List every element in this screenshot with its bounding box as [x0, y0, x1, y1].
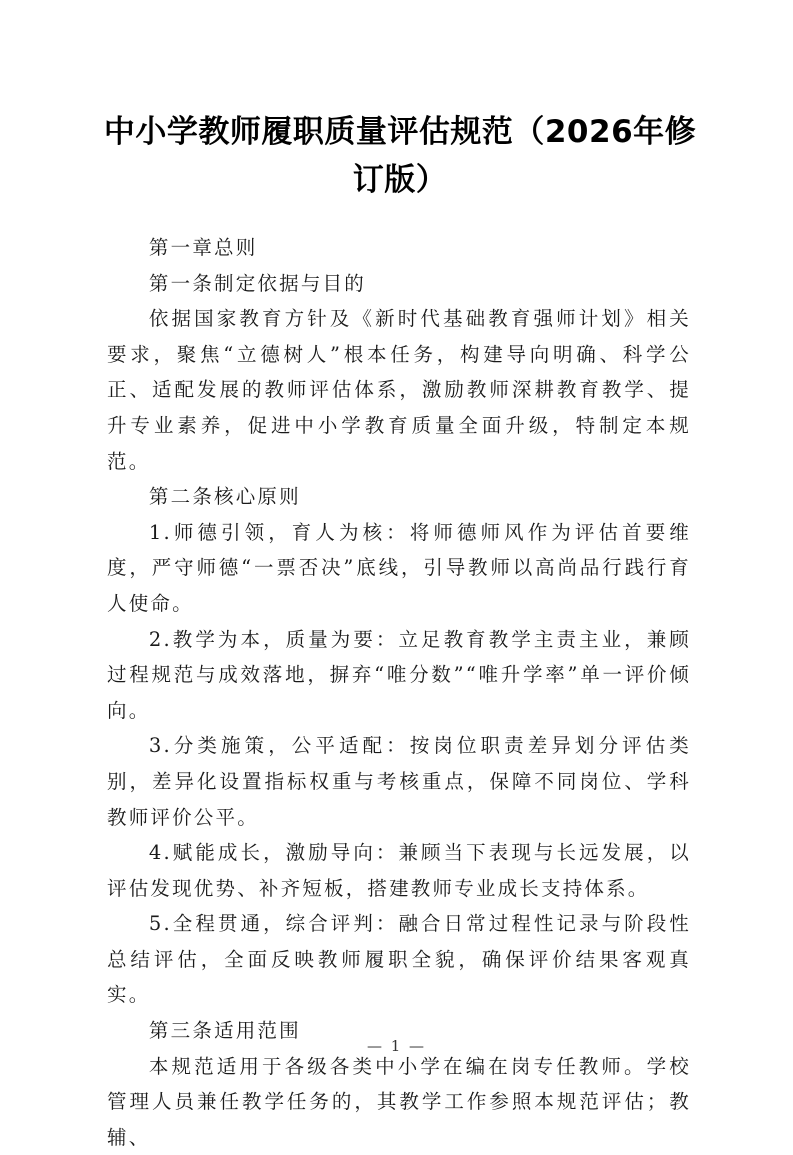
chapter-heading: 第一章总则 [148, 236, 258, 259]
body-paragraph: 依据国家教育方针及《新时代基础教育强师计划》相关要求，聚焦“立德树人”根本任务，构建导向明确、科学公正、适配发展的教师评估体系，激励教师深耕教育教学、提升专业素养，促进中小学教育质量全面升级，特制定本规范。 [107, 307, 691, 473]
body-paragraph: 本规范适用于各级各类中小学在编在岗专任教师。学校管理人员兼任教学任务的，其教学工作参照本规范评估；教辅、 [107, 1054, 691, 1149]
article-heading: 第三条适用范围 [148, 1019, 301, 1043]
principle-item: 5.全程贯通，综合评判：融合日常过程性记录与阶段性总结评估，全面反映教师履职全貌，确保评价结果客观真实。 [107, 912, 691, 1007]
document-body [107, 230, 691, 1155]
page-number: — 1 — [366, 1037, 427, 1055]
principle-item: 4.赋能成长，激励导向：兼顾当下表现与长远发展，以评估发现优势、补齐短板，搭建教师专业成长支持体系。 [107, 841, 691, 900]
principle-item: 3.分类施策，公平适配：按岗位职责差异划分评估类别，差异化设置指标权重与考核重点，保障不同岗位、学科教师评价公平。 [107, 734, 691, 829]
article-heading: 第一条制定依据与目的 [148, 271, 366, 295]
document-title: 中小学教师履职质量评估规范（2026年修订版） [103, 114, 697, 198]
principle-item: 2.教学为本，质量为要：立足教育教学主责主业，兼顾过程规范与成效落地，摒弃“唯分数”“唯升学率”单一评价倾向。 [107, 627, 691, 722]
article-heading: 第二条核心原则 [148, 485, 301, 509]
principle-item: 1.师德引领，育人为核：将师德师风作为评估首要维度，严守师德“一票否决”底线，引导教师以高尚品行践行育人使命。 [107, 520, 691, 615]
